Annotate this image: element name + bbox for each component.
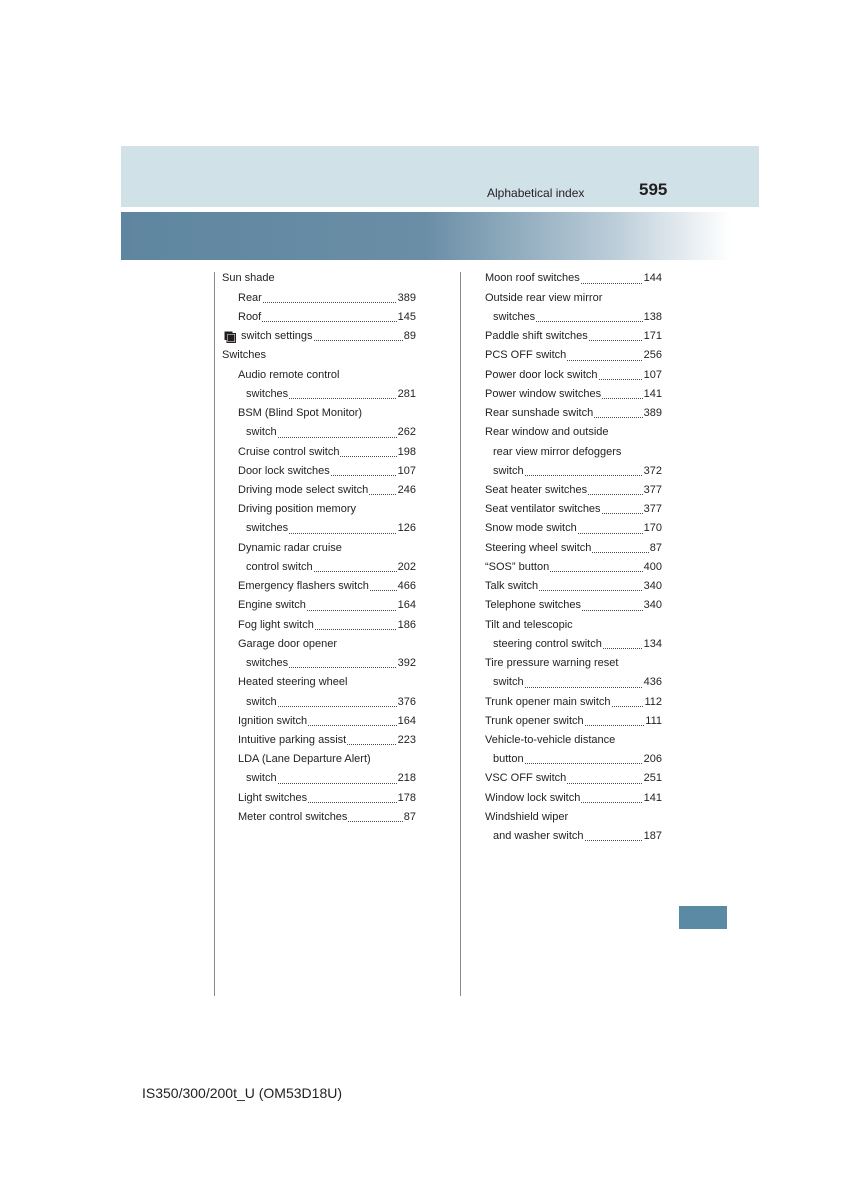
entry-label: Steering wheel switch <box>485 541 592 554</box>
index-entry <box>222 750 416 769</box>
index-entry <box>222 519 416 538</box>
entry-label: Windshield wiper <box>485 810 569 823</box>
entry-page: 340 <box>643 580 662 593</box>
entry-page: 223 <box>397 734 416 747</box>
entry-label: Vehicle-to-vehicle distance <box>485 734 616 747</box>
column-divider-left <box>214 272 215 996</box>
index-entry <box>222 673 416 692</box>
index-entry <box>222 769 416 788</box>
dot-leader <box>262 308 396 327</box>
entry-label: switch settings <box>241 330 313 343</box>
entry-page: 198 <box>397 445 416 458</box>
index-heading <box>222 346 416 365</box>
entry-label: Driving position memory <box>238 503 356 516</box>
entry-label: Cruise control switch <box>238 445 340 458</box>
index-entry <box>222 308 416 327</box>
index-entry <box>485 616 662 635</box>
column-divider-middle <box>460 272 461 996</box>
dot-leader <box>340 443 396 462</box>
entry-page: 377 <box>643 503 662 516</box>
chapter-tab <box>679 906 727 929</box>
entry-label: Driving mode select switch <box>238 483 369 496</box>
dot-leader <box>589 327 643 346</box>
index-entry <box>222 577 416 596</box>
index-entry <box>485 443 662 462</box>
dot-leader <box>581 269 643 288</box>
dot-leader <box>585 712 645 731</box>
index-entry <box>485 462 662 481</box>
entry-page: 372 <box>643 464 662 477</box>
index-entry <box>485 693 662 712</box>
entry-page: 256 <box>643 349 662 362</box>
entry-page: 218 <box>397 772 416 785</box>
dot-leader <box>307 596 397 615</box>
index-entry <box>485 385 662 404</box>
entry-page: 134 <box>643 637 662 650</box>
index-entry <box>222 404 416 423</box>
entry-label: Sun shade <box>222 272 275 285</box>
index-entry <box>485 827 662 846</box>
entry-label: Paddle shift switches <box>485 330 588 343</box>
entry-page: 144 <box>643 272 662 285</box>
entry-page: 262 <box>397 426 416 439</box>
dot-leader <box>550 558 642 577</box>
index-heading <box>222 269 416 288</box>
index-entry <box>485 404 662 423</box>
index-entry <box>485 539 662 558</box>
entry-label: rear view mirror defoggers <box>493 445 622 458</box>
entry-page: 164 <box>397 599 416 612</box>
entry-label: Dynamic radar cruise <box>238 541 342 554</box>
dot-leader <box>314 327 403 346</box>
index-column-left <box>222 269 416 827</box>
entry-page: 340 <box>643 599 662 612</box>
model-code-footer: IS350/300/200t_U (OM53D18U) <box>142 1085 342 1101</box>
index-entry <box>485 789 662 808</box>
dot-leader <box>289 654 396 673</box>
entry-label: switch <box>246 772 277 785</box>
entry-page: 246 <box>397 483 416 496</box>
index-entry <box>485 750 662 769</box>
entry-page: 107 <box>397 464 416 477</box>
header-gradient-band <box>121 212 731 260</box>
entry-label: BSM (Blind Spot Monitor) <box>238 407 363 420</box>
entry-page: 111 <box>645 714 662 727</box>
entry-label: PCS OFF switch <box>485 349 567 362</box>
entry-label: Switches <box>222 349 267 362</box>
dot-leader <box>599 366 643 385</box>
index-entry <box>222 635 416 654</box>
entry-page: 87 <box>649 541 662 554</box>
dot-leader <box>289 519 396 538</box>
entry-label: Window lock switch <box>485 791 581 804</box>
entry-page: 281 <box>397 387 416 400</box>
index-entry <box>222 808 416 827</box>
entry-label: Engine switch <box>238 599 306 612</box>
entry-label: switches <box>493 310 536 323</box>
entry-page: 164 <box>397 714 416 727</box>
dot-leader <box>278 769 397 788</box>
entry-label: Ignition switch <box>238 714 308 727</box>
entry-label: Rear window and outside <box>485 426 609 439</box>
entry-label: switch <box>493 464 524 477</box>
entry-page: 112 <box>644 695 662 708</box>
index-entry <box>485 558 662 577</box>
entry-page: 145 <box>397 310 416 323</box>
entry-page: 186 <box>397 618 416 631</box>
dot-leader <box>567 769 642 788</box>
dot-leader <box>612 693 644 712</box>
index-entry <box>485 596 662 615</box>
dot-leader <box>263 289 397 308</box>
entry-label: Power window switches <box>485 387 602 400</box>
index-entry <box>485 500 662 519</box>
entry-page: 141 <box>643 387 662 400</box>
dot-leader <box>289 385 396 404</box>
entry-page: 87 <box>403 810 416 823</box>
index-entry <box>485 673 662 692</box>
index-entry <box>485 731 662 750</box>
index-entry <box>222 500 416 519</box>
dot-leader <box>602 500 643 519</box>
dot-leader <box>588 481 643 500</box>
index-entry <box>222 693 416 712</box>
entry-label: Rear <box>238 291 262 304</box>
index-entry <box>222 654 416 673</box>
dot-leader <box>525 750 643 769</box>
index-entry <box>222 558 416 577</box>
entry-label: Door lock switches <box>238 464 330 477</box>
index-entry <box>485 269 662 288</box>
index-entry <box>222 789 416 808</box>
entry-label: Audio remote control <box>238 368 340 381</box>
entry-page: 126 <box>397 522 416 535</box>
dot-leader <box>370 577 397 596</box>
dot-leader <box>581 789 642 808</box>
dot-leader <box>278 423 397 442</box>
entry-page: 141 <box>643 791 662 804</box>
entry-page: 138 <box>643 310 662 323</box>
entry-label: Tilt and telescopic <box>485 618 573 631</box>
navigation-system-icon <box>224 327 236 346</box>
entry-page: 377 <box>643 483 662 496</box>
index-entry <box>485 577 662 596</box>
dot-leader <box>369 481 396 500</box>
entry-label: steering control switch <box>493 637 602 650</box>
index-entry <box>485 308 662 327</box>
dot-leader <box>278 693 397 712</box>
entry-label: switch <box>246 426 277 439</box>
entry-label: Intuitive parking assist <box>238 734 347 747</box>
dot-leader <box>315 616 397 635</box>
dot-leader <box>585 827 643 846</box>
entry-label: Meter control switches <box>238 810 348 823</box>
entry-label: switches <box>246 387 289 400</box>
index-entry <box>222 462 416 481</box>
entry-label: switch <box>246 695 277 708</box>
dot-leader <box>525 673 643 692</box>
entry-page: 206 <box>643 753 662 766</box>
dot-leader <box>539 577 642 596</box>
entry-label: Telephone switches <box>485 599 582 612</box>
entry-label: Outside rear view mirror <box>485 291 603 304</box>
dot-leader <box>308 789 397 808</box>
dot-leader <box>603 635 643 654</box>
dot-leader <box>536 308 642 327</box>
dot-leader <box>592 539 648 558</box>
entry-label: Seat ventilator switches <box>485 503 601 516</box>
index-entry <box>222 481 416 500</box>
index-entry <box>485 654 662 673</box>
entry-label: LDA (Lane Departure Alert) <box>238 753 371 766</box>
entry-page: 202 <box>397 560 416 573</box>
index-entry <box>485 346 662 365</box>
index-entry <box>222 443 416 462</box>
dot-leader <box>348 808 402 827</box>
entry-page: 171 <box>643 330 662 343</box>
index-column-right <box>485 269 662 846</box>
index-entry <box>485 519 662 538</box>
entry-label: VSC OFF switch <box>485 772 567 785</box>
entry-label: Trunk opener main switch <box>485 695 611 708</box>
dot-leader <box>602 385 642 404</box>
index-entry <box>222 616 416 635</box>
index-entry <box>222 596 416 615</box>
entry-label: Heated steering wheel <box>238 676 348 689</box>
entry-label: Moon roof switches <box>485 272 580 285</box>
dot-leader <box>525 462 643 481</box>
index-entry <box>222 731 416 750</box>
dot-leader <box>314 558 397 577</box>
entry-label: Rear sunshade switch <box>485 407 594 420</box>
index-entry <box>222 539 416 558</box>
dot-leader <box>347 731 396 750</box>
entry-label: Roof <box>238 310 262 323</box>
entry-page: 389 <box>643 407 662 420</box>
index-entry <box>222 712 416 731</box>
entry-label: Seat heater switches <box>485 483 588 496</box>
entry-label: switches <box>246 657 289 670</box>
dot-leader <box>331 462 397 481</box>
index-entry <box>485 289 662 308</box>
entry-label: Tire pressure warning reset <box>485 657 619 670</box>
section-title: Alphabetical index <box>487 186 585 200</box>
index-entry <box>485 481 662 500</box>
entry-label: and washer switch <box>493 830 584 843</box>
entry-label: Snow mode switch <box>485 522 577 535</box>
entry-page: 392 <box>397 657 416 670</box>
entry-page: 170 <box>643 522 662 535</box>
index-entry <box>222 327 416 346</box>
entry-label: Fog light switch <box>238 618 314 631</box>
index-entry <box>222 385 416 404</box>
entry-label: Garage door opener <box>238 637 338 650</box>
entry-page: 251 <box>643 772 662 785</box>
index-entry <box>222 289 416 308</box>
entry-label: Power door lock switch <box>485 368 598 381</box>
dot-leader <box>582 596 643 615</box>
index-entry <box>222 423 416 442</box>
entry-page: 466 <box>397 580 416 593</box>
index-entry <box>485 769 662 788</box>
entry-page: 107 <box>643 368 662 381</box>
entry-label: Light switches <box>238 791 308 804</box>
index-entry <box>485 327 662 346</box>
entry-label: button <box>493 753 524 766</box>
index-entry <box>485 808 662 827</box>
entry-page: 89 <box>403 330 416 343</box>
dot-leader <box>308 712 397 731</box>
index-entry <box>485 423 662 442</box>
entry-page: 178 <box>397 791 416 804</box>
entry-label: “SOS” button <box>485 560 550 573</box>
entry-page: 187 <box>643 830 662 843</box>
entry-page: 376 <box>397 695 416 708</box>
entry-label: control switch <box>246 560 313 573</box>
entry-page: 436 <box>643 676 662 689</box>
entry-label: Trunk opener switch <box>485 714 584 727</box>
dot-leader <box>567 346 642 365</box>
index-entry <box>485 712 662 731</box>
entry-label: switches <box>246 522 289 535</box>
dot-leader <box>578 519 643 538</box>
entry-label: Emergency flashers switch <box>238 580 369 593</box>
index-entry <box>485 366 662 385</box>
entry-label: switch <box>493 676 524 689</box>
page-number: 595 <box>639 180 668 199</box>
entry-label: Talk switch <box>485 580 539 593</box>
entry-page: 389 <box>397 291 416 304</box>
dot-leader <box>594 404 642 423</box>
index-entry <box>222 366 416 385</box>
entry-page: 400 <box>643 560 662 573</box>
index-entry <box>485 635 662 654</box>
